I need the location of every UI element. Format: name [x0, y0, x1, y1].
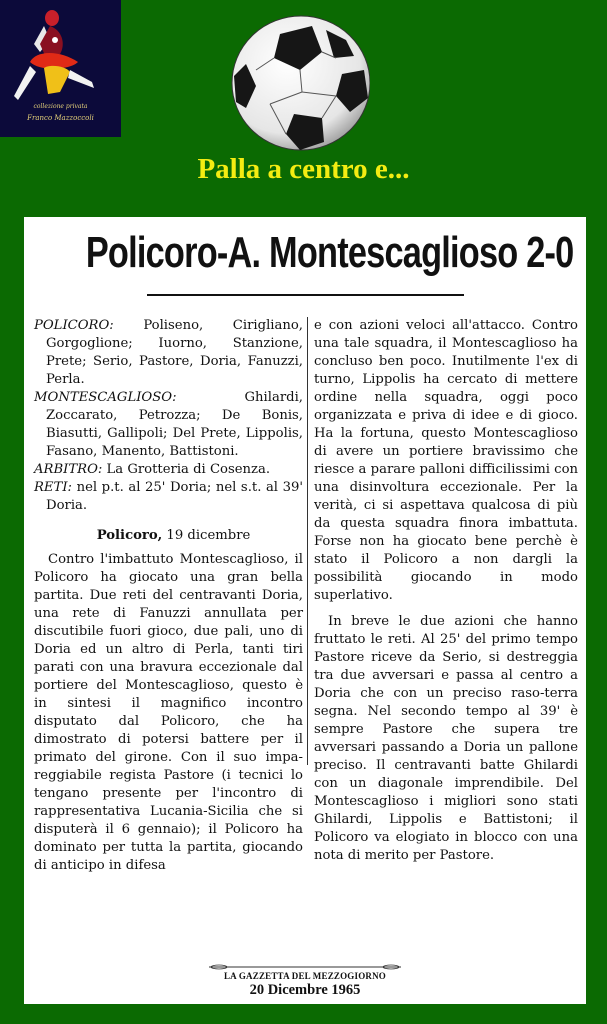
referee [34, 461, 303, 479]
goals [34, 479, 303, 515]
article-column-right [314, 317, 578, 865]
logo-caption-collection: collezione privata [33, 103, 88, 110]
dateline-place: Policoro, [96, 528, 163, 543]
lineup-text: Poliseno, Cirigliano, Gorgoglione; Iuorno, Stanzione, Prete; Serio, Pastore, Doria, Fanuzzi, Perla. [46, 318, 303, 387]
column-divider [307, 317, 308, 765]
newspaper-clipping [24, 217, 586, 1004]
goals-text: nel p.t. al 25' Doria; nel s.t. al 39' Doria. [46, 480, 303, 513]
article-column-left [34, 317, 303, 875]
publication-date: 20 Dicembre 1965 [249, 982, 361, 998]
tagline: Palla a centro e... [197, 153, 410, 185]
lineup-label: POLICORO: [34, 318, 114, 333]
article-headline: Policoro-A. Montescaglioso 2-0 [85, 228, 574, 277]
newspaper-source: LA GAZZETTA DEL MEZZOGIORNO [223, 971, 387, 981]
logo-caption-owner: Franco Mazzoccoli [27, 114, 94, 122]
lineup-label: MONTESCAGLIOSO: [34, 390, 177, 405]
lineup-policoro [34, 317, 303, 389]
article-paragraph: In breve le due azioni che hanno fruttato le reti. Al 25' del primo tempo Pastore riceve da Serio, si destreggia tra due avversari e passa al centro a Doria che con un preciso raso-terra segna. Nel secondo tempo al 39' è sempre Pastore che supera tre avversari passando a Doria un pallone preciso. Il centravanti batte Ghilardi con un diagonale imprendibile. Del Montescaglioso i migliori sono stati Ghilardi, Lippolis e Battistoni; il Policoro va elogiato in blocco con una nota di merito per Pastore. [314, 614, 578, 863]
dateline [34, 527, 303, 545]
lineup-montescaglioso [34, 389, 303, 461]
collection-logo [0, 0, 121, 137]
article-paragraph: e con azioni veloci all'attacco. Contro una tale squadra, il Montescaglioso ha concluso ben poco. Inutilmente l'ex di turno, Lippolis ha cercato di mettere ordine nella squadra, oggi poco organizzata e priva di idee e di gioco. Ha la fortuna, questo Montescaglioso di avere un portiere bravissimo che riesce a parare palloni difficilissimi con una disinvoltura eccezionale. Per la verità, ci si aspettava qualcosa di più da questa squadra finora imbattuta. Forse non ha giocato bene perchè è stato il Policoro a non dargli la possibilità giocando in modo superlativo. [314, 318, 578, 603]
ornament-rule-icon [205, 964, 405, 970]
soccer-ball-icon [230, 14, 370, 154]
referee-label: ARBITRO: [34, 462, 103, 477]
lineup-text: Ghilardi, Zoccarato, Petrozza; De Bonis, Biasutti, Gallipoli; Del Prete, Lippolis, Fasano, Manento, Battistoni. [46, 390, 303, 459]
article-paragraph: Contro l'imbattuto Montescaglioso, il Policoro ha giocato una gran bella partita. Due reti del centravanti Doria, una rete di Fanuzzi annullata per discutibile fuori gioco, due pali, uno di Doria ed un altro di Perla, tanti tiri parati con una bravura eccezionale dal portiere del Montescaglioso, questo è in sintesi il magnifico incontro disputato dal Policoro, che ha dimostrato di potersi battere per il primato del girone. Con il suo impareggiabile regista Pastore (i tecnici lo tengano presente per l'incontro di rappresentativa Lucania-Sicilia che si disputerà il 6 gennaio); il Policoro ha dominato per tutta la partita, giocando di anticipo in difesa [34, 552, 303, 873]
headline-rule [147, 294, 464, 296]
goals-label: RETI: [34, 480, 73, 495]
clipping-footer [24, 964, 586, 999]
referee-text: La Grotteria di Cosenza. [102, 462, 271, 477]
dateline-date: 19 dicembre [162, 528, 251, 543]
